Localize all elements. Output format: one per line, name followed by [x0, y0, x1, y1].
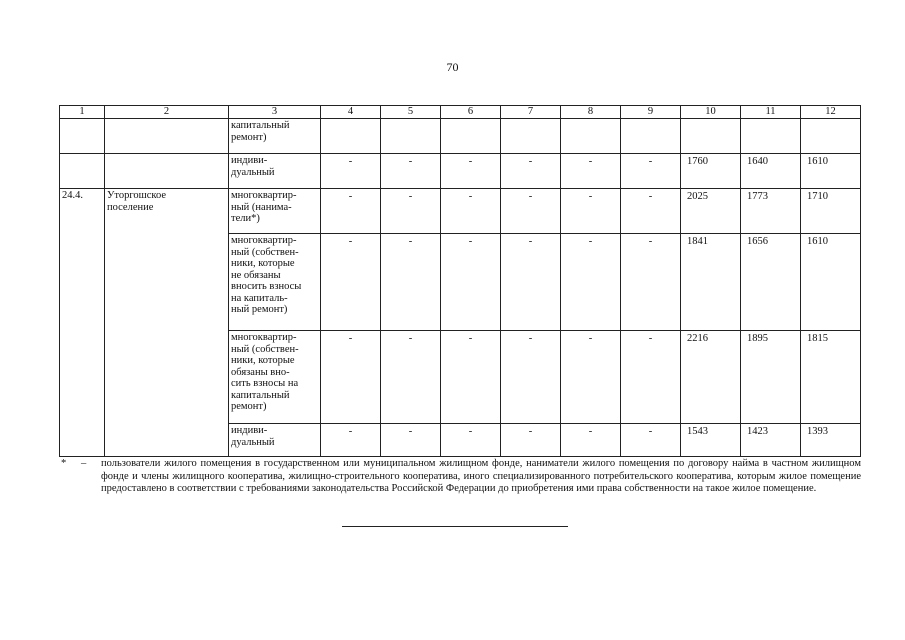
- footnote-text: пользователи жилого помещения в государственном или муниципальном жилищном фонде, наниматели жилого помещения по договору найма в частном жилищном фонде и члены жилищного кооператива, жилищно-строительного кооператива, иного специализированного потребительского кооператива, которым жилое помещение предоставлено в соответствии с требованиями законодательства Российской Федерации до приобретения ими права собственности на такое жилое помещение.: [101, 458, 861, 494]
- group-number-cell: 24.4.: [60, 189, 105, 457]
- cell: [561, 119, 621, 154]
- cell: [105, 154, 229, 189]
- dash-cell: -: [441, 234, 501, 331]
- housing-type-cell: капитальный ремонт): [229, 119, 321, 154]
- page-number: 70: [446, 60, 459, 74]
- dash-cell: -: [321, 189, 381, 234]
- settlement-name-cell: Уторгошское поселение: [105, 189, 229, 457]
- value-cell: 1610: [801, 154, 861, 189]
- dash-cell: -: [381, 154, 441, 189]
- dash-cell: -: [501, 234, 561, 331]
- housing-type-cell: многоквартир- ный (нанима- тели*): [229, 189, 321, 234]
- value-cell: 1393: [801, 424, 861, 457]
- cell: [681, 119, 741, 154]
- dash-cell: -: [621, 424, 681, 457]
- cell: [501, 119, 561, 154]
- cell: [60, 119, 105, 154]
- header-cell: 2: [105, 106, 229, 119]
- dash-cell: -: [561, 331, 621, 424]
- table-row: [60, 119, 861, 154]
- header-cell: 4: [321, 106, 381, 119]
- value-cell: 1656: [741, 234, 801, 331]
- value-cell: 1815: [801, 331, 861, 424]
- value-cell: 2025: [681, 189, 741, 234]
- dash-cell: -: [381, 331, 441, 424]
- value-cell: 1841: [681, 234, 741, 331]
- end-rule: [342, 526, 568, 527]
- dash-cell: -: [621, 154, 681, 189]
- footnote-mark: *: [61, 458, 67, 469]
- footnote-dash: –: [81, 458, 87, 469]
- footnote: [59, 458, 861, 496]
- dash-cell: -: [501, 189, 561, 234]
- housing-type-cell: индиви- дуальный: [229, 154, 321, 189]
- dash-cell: -: [441, 331, 501, 424]
- header-cell: 12: [801, 106, 861, 119]
- value-cell: 1895: [741, 331, 801, 424]
- dash-cell: -: [381, 189, 441, 234]
- cell: [60, 154, 105, 189]
- cell: [441, 119, 501, 154]
- cell: [105, 119, 229, 154]
- value-cell: 1773: [741, 189, 801, 234]
- dash-cell: -: [501, 154, 561, 189]
- dash-cell: -: [501, 424, 561, 457]
- value-cell: 1760: [681, 154, 741, 189]
- dash-cell: -: [561, 234, 621, 331]
- column-number-header: [60, 106, 861, 119]
- dash-cell: -: [441, 189, 501, 234]
- header-cell: 1: [60, 106, 105, 119]
- header-cell: 7: [501, 106, 561, 119]
- cell: [741, 119, 801, 154]
- dash-cell: -: [321, 331, 381, 424]
- dash-cell: -: [621, 234, 681, 331]
- header-cell: 8: [561, 106, 621, 119]
- header-cell: 10: [681, 106, 741, 119]
- dash-cell: -: [561, 189, 621, 234]
- cell: [621, 119, 681, 154]
- dash-cell: -: [321, 424, 381, 457]
- value-cell: 1710: [801, 189, 861, 234]
- table-row: [60, 189, 861, 234]
- cell: [321, 119, 381, 154]
- value-cell: 1543: [681, 424, 741, 457]
- housing-type-cell: многоквартир- ный (собствен- ники, которые обязаны вно- сить взносы на капитальный ремонт): [229, 331, 321, 424]
- dash-cell: -: [441, 154, 501, 189]
- value-cell: 1610: [801, 234, 861, 331]
- dash-cell: -: [561, 424, 621, 457]
- header-cell: 5: [381, 106, 441, 119]
- value-cell: 2216: [681, 331, 741, 424]
- dash-cell: -: [441, 424, 501, 457]
- tariff-table: [59, 105, 861, 457]
- housing-type-cell: многоквартир- ный (собствен- ники, которые не обязаны вносить взносы на капиталь- ный ремонт): [229, 234, 321, 331]
- header-cell: 6: [441, 106, 501, 119]
- dash-cell: -: [621, 189, 681, 234]
- value-cell: 1640: [741, 154, 801, 189]
- dash-cell: -: [321, 234, 381, 331]
- table-row: [60, 154, 861, 189]
- dash-cell: -: [501, 331, 561, 424]
- dash-cell: -: [321, 154, 381, 189]
- value-cell: 1423: [741, 424, 801, 457]
- header-cell: 11: [741, 106, 801, 119]
- header-cell: 3: [229, 106, 321, 119]
- dash-cell: -: [561, 154, 621, 189]
- housing-type-cell: индиви- дуальный: [229, 424, 321, 457]
- cell: [801, 119, 861, 154]
- dash-cell: -: [621, 331, 681, 424]
- header-cell: 9: [621, 106, 681, 119]
- cell: [381, 119, 441, 154]
- dash-cell: -: [381, 234, 441, 331]
- dash-cell: -: [381, 424, 441, 457]
